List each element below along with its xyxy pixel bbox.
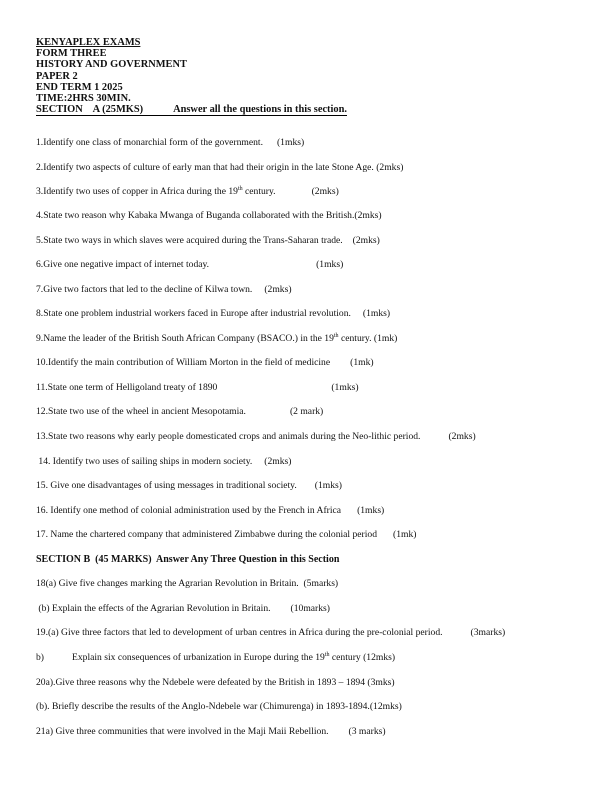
- question-2: [36, 162, 403, 173]
- question-20a: [36, 677, 395, 688]
- question-marks: (2 mark): [289, 406, 324, 417]
- question-13: [36, 431, 476, 442]
- question-20b: [36, 701, 402, 712]
- question-text: 12.State two use of the wheel in ancient Mesopotamia.: [36, 406, 246, 417]
- question-text: 11.State one term of Helligoland treaty of 1890: [36, 382, 218, 393]
- section-a-title: SECTION A (25MKS): [36, 104, 144, 116]
- exam-header: [36, 37, 347, 116]
- question-19a: [36, 627, 505, 638]
- question-text: 1.Identify one class of monarchial form of the government.: [36, 137, 263, 148]
- question-marks: (1mks): [276, 137, 305, 148]
- question-text: 10.Identify the main contribution of William Morton in the field of medicine: [36, 357, 331, 368]
- question-text: 14. Identify two uses of sailing ships in modern society.: [36, 456, 253, 467]
- question-6: [36, 259, 343, 270]
- question-text: 15. Give one disadvantages of using messages in traditional society.: [36, 480, 297, 491]
- question-marks: (10marks): [290, 603, 330, 614]
- question-1: [36, 137, 304, 148]
- question-text: 13.State two reasons why early people domesticated crops and animals during the Neo-lithic period.: [36, 431, 421, 442]
- question-text: 6.Give one negative impact of internet today.: [36, 259, 210, 270]
- question-marks: (2mks): [311, 186, 339, 197]
- question-15: [36, 480, 342, 491]
- question-text: 17. Name the chartered company that administered Zimbabwe during the colonial period: [36, 529, 377, 540]
- question-9: [36, 333, 397, 344]
- question-text: 20a).Give three reasons why the Ndebele were defeated by the British in 1893 – 1894 (3mks): [36, 677, 395, 688]
- question-text: 19.(a) Give three factors that led to development of urban centres in Africa during the pre-colonial period.: [36, 627, 443, 638]
- question-text: 18(a) Give five changes marking the Agrarian Revolution in Britain. (5marks): [36, 578, 339, 589]
- question-text: century (12mks): [329, 652, 396, 663]
- question-text: (b). Briefly describe the results of the Anglo-Ndebele war (Chimurenga) in 1893-1894.(12mks): [36, 701, 402, 712]
- question-marks: (2mks): [352, 235, 380, 246]
- question-text: 4.State two reason why Kabaka Mwanga of Buganda collaborated with the British.(2mks): [36, 210, 382, 221]
- question-18a: [36, 578, 338, 589]
- question-text: b): [36, 652, 44, 663]
- question-text: (b) Explain the effects of the Agrarian Revolution in Britain.: [36, 603, 271, 614]
- question-19b: [36, 652, 395, 663]
- question-marks: (3marks): [470, 627, 506, 638]
- question-text: 9.Name the leader of the British South African Company (BSACO.) in the 19: [36, 333, 334, 344]
- question-marks: (2mks): [448, 431, 476, 442]
- section-a-heading: [36, 105, 347, 116]
- question-marks: (3 marks): [348, 726, 386, 737]
- question-marks: (1mks): [362, 308, 391, 319]
- question-marks: (2mks): [264, 456, 292, 467]
- question-text: century.: [242, 186, 276, 197]
- question-text: 5.State two ways in which slaves were acquired during the Trans-Saharan trade.: [36, 235, 343, 246]
- question-16: [36, 505, 384, 516]
- term: END TERM 1 2025: [36, 81, 123, 93]
- question-text: 7.Give two factors that led to the decline of Kilwa town.: [36, 284, 253, 295]
- question-17: [36, 529, 416, 540]
- question-4: [36, 210, 382, 221]
- superscript: th: [333, 333, 339, 339]
- question-text: Explain six consequences of urbanization in Europe during the 19: [72, 652, 325, 663]
- question-7: [36, 284, 292, 295]
- question-21a: [36, 726, 386, 737]
- section-a-instructions: Answer all the questions in this section.: [173, 104, 347, 116]
- question-text: 8.State one problem industrial workers faced in Europe after industrial revolution.: [36, 308, 351, 319]
- question-marks: (1mks): [357, 505, 385, 516]
- paper: PAPER 2: [36, 70, 78, 82]
- question-8: [36, 308, 390, 319]
- question-marks: (1mk): [350, 357, 374, 368]
- subject: HISTORY AND GOVERNMENT: [36, 59, 187, 71]
- question-11: [36, 382, 359, 393]
- question-marks: (2mks): [264, 284, 292, 295]
- question-text: 21a) Give three communities that were involved in the Maji Maii Rebellion.: [36, 726, 329, 737]
- superscript: th: [237, 186, 243, 192]
- question-text: 2.Identify two aspects of culture of early man that had their origin in the late Stone Age. (2mks): [36, 162, 404, 173]
- question-3: [36, 186, 339, 197]
- question-marks: (1mk): [393, 529, 417, 540]
- form-level: FORM THREE: [36, 48, 107, 60]
- school-name: KENYAPLEX EXAMS: [36, 37, 141, 48]
- question-10: [36, 357, 374, 368]
- section-b-heading: SECTION B (45 MARKS) Answer Any Three Question in this Section: [36, 554, 340, 565]
- question-12: [36, 406, 323, 417]
- superscript: th: [324, 652, 330, 658]
- question-marks: (1mks): [331, 382, 359, 393]
- question-marks: (1mks): [316, 259, 344, 270]
- question-14: [36, 456, 291, 467]
- question-marks: (1mks): [314, 480, 342, 491]
- question-text: 16. Identify one method of colonial administration used by the French in Africa: [36, 505, 342, 516]
- question-18b: [36, 603, 330, 614]
- time: TIME:2HRS 30MIN.: [36, 93, 131, 105]
- question-5: [36, 235, 380, 246]
- question-text: 3.Identify two uses of copper in Africa during the 19: [36, 186, 238, 197]
- question-text: century. (1mk): [338, 333, 398, 344]
